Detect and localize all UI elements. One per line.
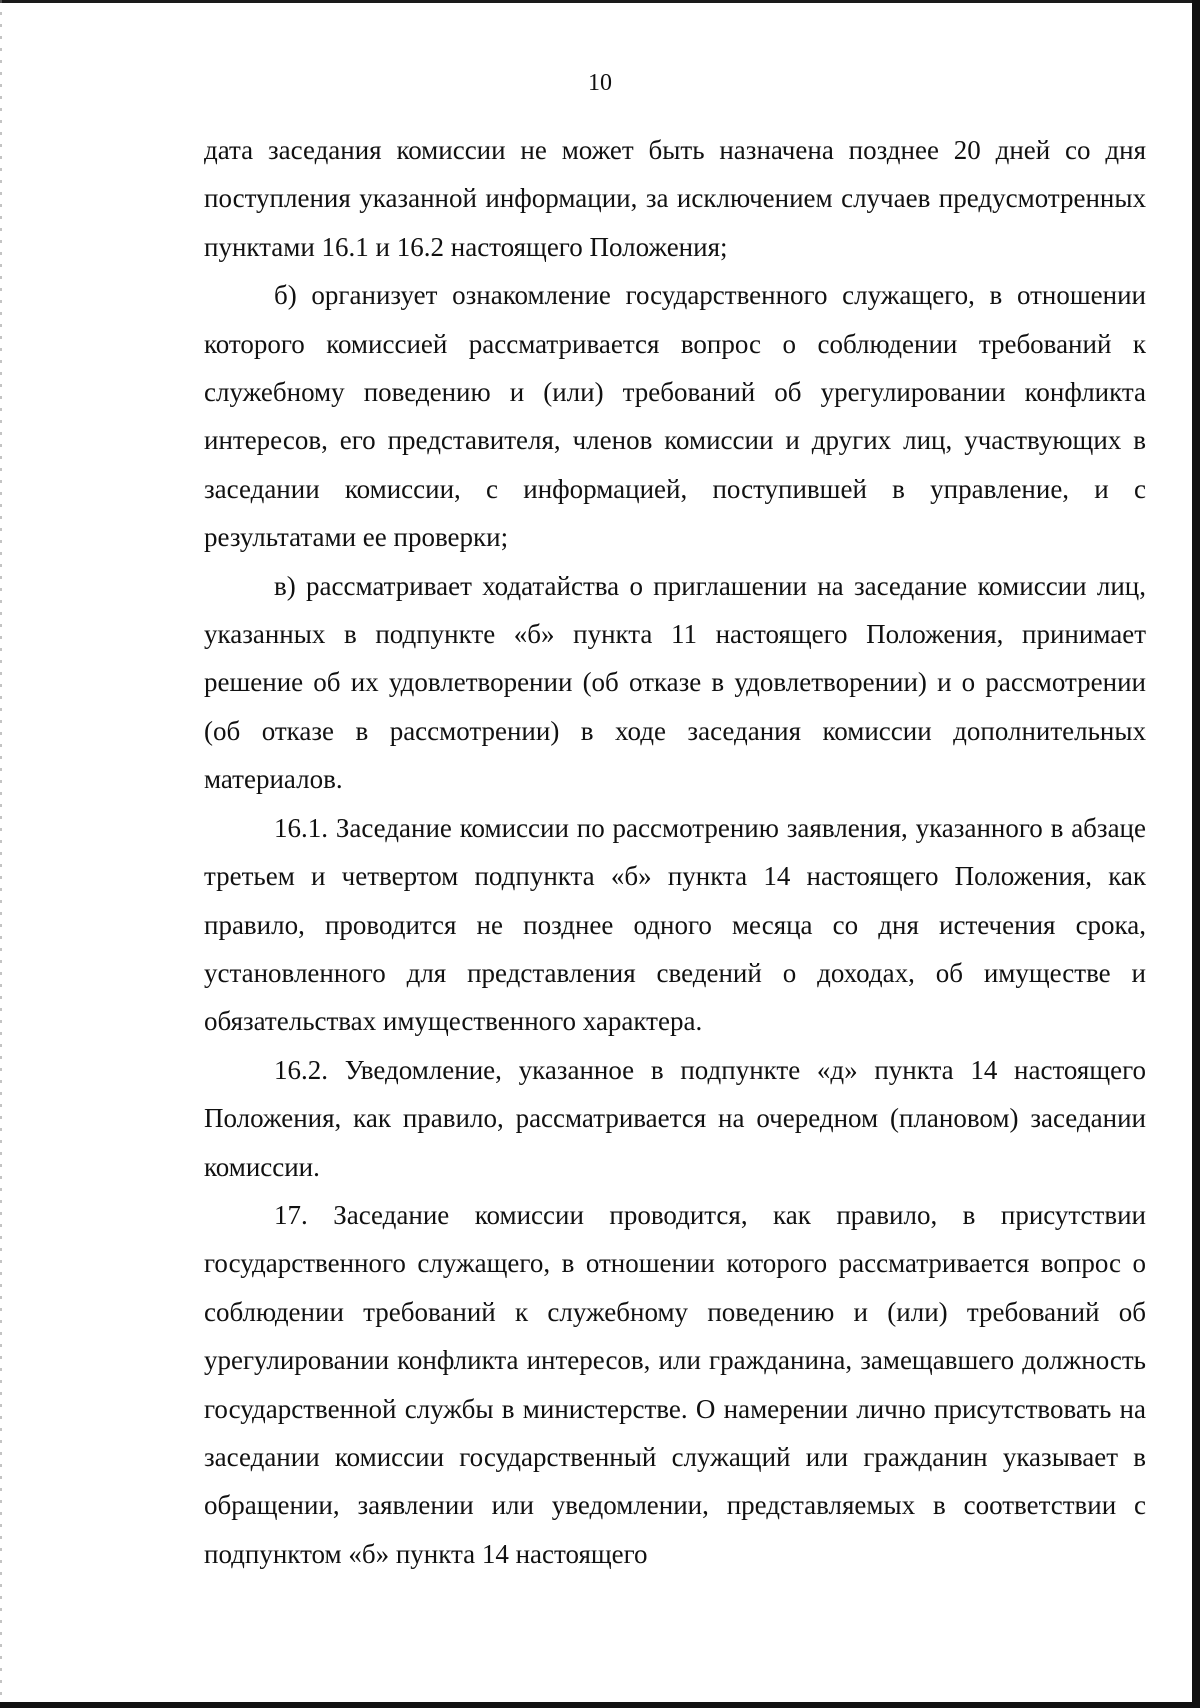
paragraph-16-1: 16.1. Заседание комиссии по рассмотрению заявления, указанного в абзаце третьем и четвертом подпункта «б» пункта 14 настоящего Положения, как правило, проводится не позднее одного месяца со дня истечения срока, установленного для представления сведений о доходах, об имуществе и обязательствах имущественного характера. — [204, 812, 1146, 1037]
paragraph-item-v: в) рассматривает ходатайства о приглашении на заседание комиссии лиц, указанных в подпункте «б» пункта 11 настоящего Положения, принимает решение об их удовлетворении (об отказе в удовлетворении) и о рассмотрении (об отказе в рассмотрении) в ходе заседания комиссии дополнительных материалов. — [204, 570, 1146, 795]
paragraph-continuation: дата заседания комиссии не может быть назначена позднее 20 дней со дня поступления указанной информации, за исключением случаев предусмотренных пунктами 16.1 и 16.2 настоящего Положения; — [204, 135, 1146, 262]
paragraph-17: 17. Заседание комиссии проводится, как правило, в присутствии государственного служащего, в отношении которого рассматривается вопрос о соблюдении требований к служебному поведению и (или) требований об урегулировании конфликта интересов, или гражданина, замещавшего должность государственной службы в министерстве. О намерении лично присутствовать на заседании комиссии государственный служащий или гражданин указывает в обращении, заявлении или уведомлении, представляемых в соответствии с подпунктом «б» пункта 14 настоящего — [204, 1199, 1146, 1569]
document-body — [204, 126, 1146, 1578]
paragraph-16-2: 16.2. Уведомление, указанное в подпункте «д» пункта 14 настоящего Положения, как правило, рассматривается на очередном (плановом) заседании комиссии. — [204, 1054, 1146, 1182]
page-number: 10 — [588, 70, 612, 96]
scan-edge-top — [0, 0, 1200, 3]
scan-edge-bottom — [0, 1702, 1200, 1708]
scan-edge-left — [0, 0, 2, 1708]
paragraph-item-b: б) организует ознакомление государственного служащего, в отношении которого комиссией рассматривается вопрос о соблюдении требований к служебному поведению и (или) требований об урегулировании конфликта интересов, его представителя, членов комиссии и других лиц, участвующих в заседании комиссии, с информацией, поступившей в управление, и с результатами ее проверки; — [204, 280, 1146, 553]
scan-edge-right — [1192, 0, 1200, 1708]
